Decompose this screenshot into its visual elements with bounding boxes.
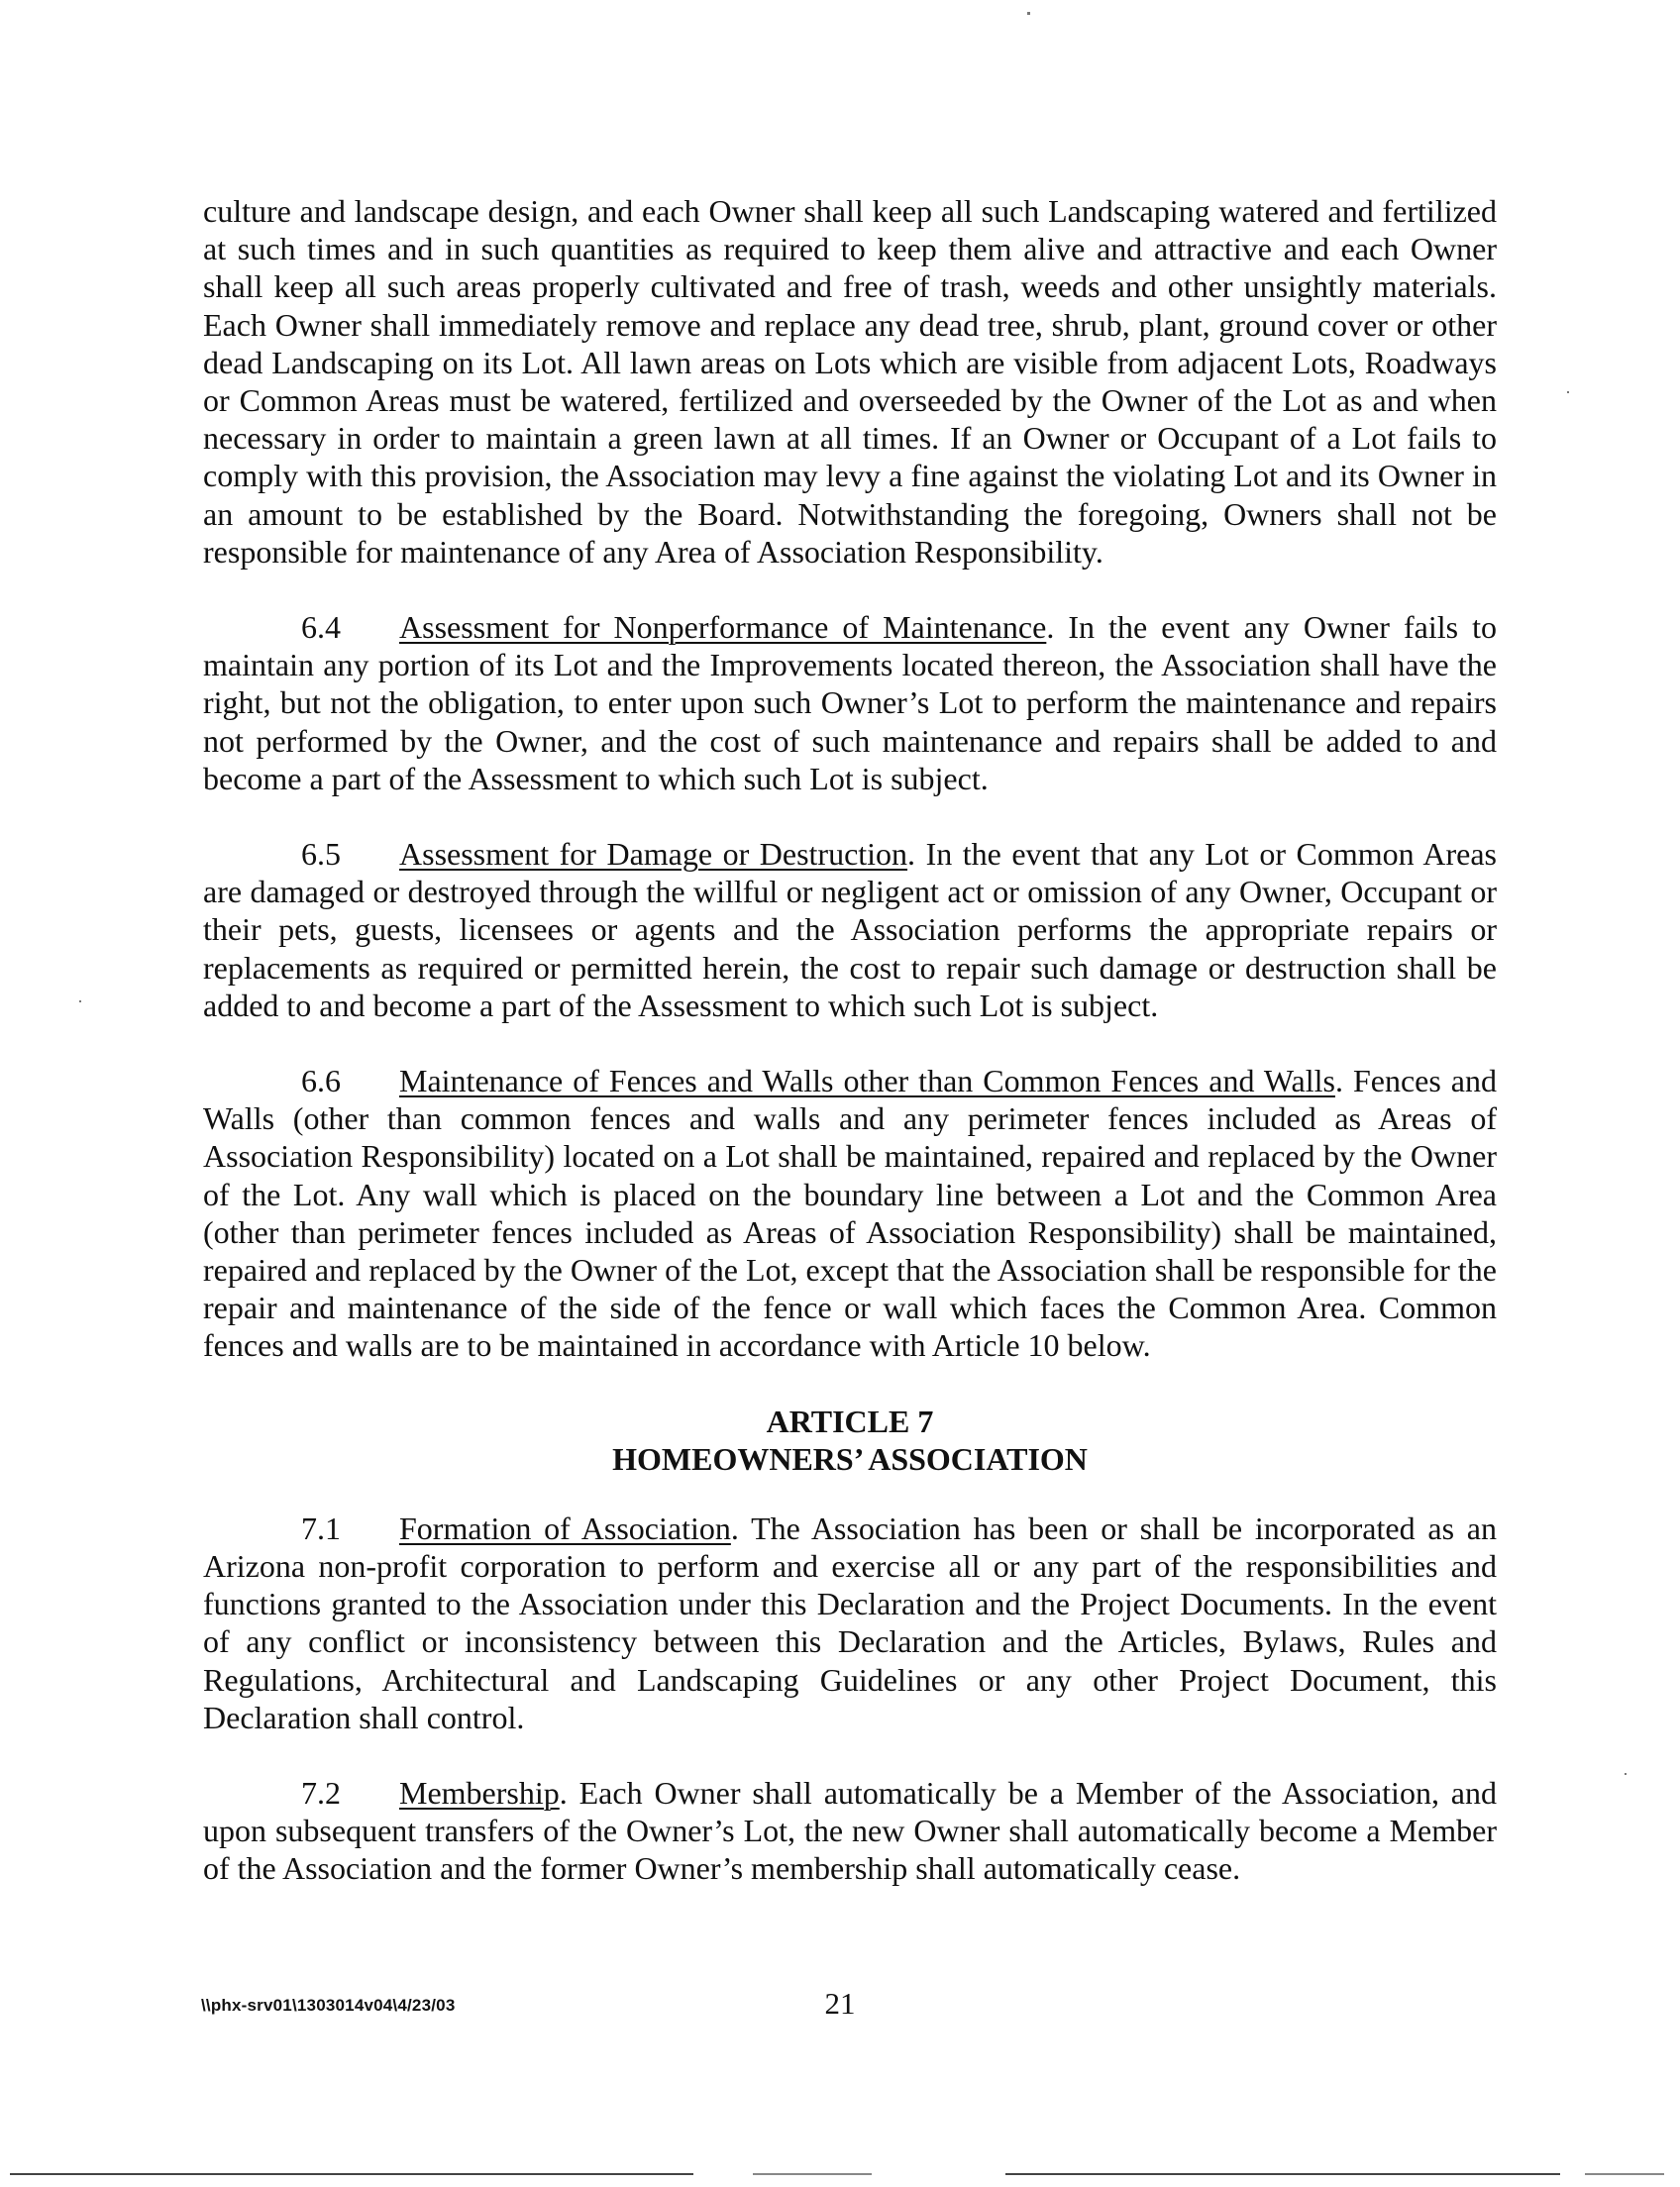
scan-edge-line bbox=[753, 2173, 872, 2175]
opening-paragraph: culture and landscape design, and each Owner shall keep all such Landscaping watered and fertilized at such times and in such quantities as required to keep them alive and attractive and each Owner shall keep all such areas properly cultivated and free of trash, weeds and other unsightly materials. Each Owner shall immediately remove and replace any dead tree, shrub, plant, ground cover or other dead Landscaping on its Lot. All lawn areas on Lots which are visible from adjacent Lots, Roadways or Common Areas must be watered, fertilized and overseeded by the Owner of the Lot as and when necessary in order to maintain a green lawn at all times. If an Owner or Occupant of a Lot fails to comply with this provision, the Association may levy a fine against the violating Lot and its Owner in an amount to be established by the Board. Notwithstanding the foregoing, Owners shall not be responsible for maintenance of any Area of Association Responsibility. bbox=[203, 193, 1497, 570]
scan-edge-line bbox=[10, 2173, 693, 2175]
section-6-6: 6.6 Maintenance of Fences and Walls other than Common Fences and Walls. Fences and Walls (other than common fences and walls and any perimeter fences included as Areas of Association Responsibility) located on a Lot shall be maintained, repaired and replaced by the Owner of the Lot. Any wall which is placed on the boundary line between a Lot and the Common Area (other than perimeter fences included as Areas of Association Responsibility) shall be maintained, repaired and replaced by the Owner of the Lot, except that the Association shall be responsible for the repair and maintenance of the side of the fence or wall which faces the Common Area. Common fences and walls are to be maintained in accordance with Article 10 below. bbox=[203, 1063, 1498, 1364]
scan-speck bbox=[1567, 391, 1569, 393]
section-text: Fences and Walls (other than common fences and walls and any perimeter fences included as Areas of Association Responsibility) located on a Lot shall be maintained, repaired and replaced by the Owner of the Lot. Any wall which is placed on the boundary line between a Lot and the Common Area (other than perimeter fences included as Areas of Association Responsibility) shall be maintained, repaired and replaced by the Owner of the Lot, except that the Association shall be responsible for the repair and maintenance of the side of the fence or wall which faces the Common Area. Common fences and walls are to be maintained in accordance with Article 10 below. bbox=[203, 1063, 1498, 1364]
scan-speck bbox=[1027, 12, 1030, 15]
scan-edge-line bbox=[1005, 2173, 1560, 2175]
section-number: 7.1 bbox=[301, 1510, 341, 1546]
page-number: 21 bbox=[824, 1986, 856, 2021]
section-title: Maintenance of Fences and Walls other than Common Fences and Walls bbox=[399, 1063, 1335, 1099]
section-title: Assessment for Damage or Destruction bbox=[399, 836, 908, 873]
section-text: In the event that any Lot or Common Areas are damaged or destroyed through the willful or negligent act or omission of any Owner, Occupant or their pets, guests, licensees or agents and the Association performs the appropriate repairs or replacements as required or permitted herein, the cost to repair such damage or destruction shall be added to and become a part of the Assessment to which such Lot is subject. bbox=[203, 836, 1497, 1023]
section-text: Each Owner shall automatically be a Member of the Association, and upon subsequent transfers of the Owner’s Lot, the new Owner shall automatically become a Member of the Association and the former Owner’s membership shall automatically cease. bbox=[203, 1774, 1498, 1887]
scan-speck bbox=[1625, 1773, 1627, 1775]
section-number: 6.4 bbox=[301, 609, 341, 646]
section-7-2: 7.2 Membership. Each Owner shall automatically be a Member of the Association, and upon subsequent transfers of the Owner’s Lot, the new Owner shall automatically become a Member of the Association and the former Owner’s membership shall automatically cease. bbox=[203, 1774, 1498, 1887]
document-body bbox=[203, 192, 1497, 1888]
section-text: In the event any Owner fails to maintain any portion of its Lot and the Improvements located thereon, the Association shall have the right, but not the obligation, to enter upon such Owner’s Lot to perform the maintenance and repairs not performed by the Owner, and the cost of such maintenance and repairs shall be added to and become a part of the Assessment to which such Lot is subject. bbox=[203, 609, 1498, 796]
section-title: Assessment for Nonperformance of Maintenance bbox=[399, 609, 1047, 646]
section-title: Membership bbox=[399, 1774, 560, 1811]
footer-document-id: \\phx-srv01\1303014v04\4/23/03 bbox=[201, 1996, 456, 2015]
article-heading: HOMEOWNERS’ ASSOCIATION bbox=[612, 1440, 1088, 1477]
section-title: Formation of Association bbox=[399, 1510, 731, 1546]
section-number: 6.5 bbox=[301, 836, 341, 873]
section-text: The Association has been or shall be incorporated as an Arizona non-profit corporation to perform and exercise all or any part of the responsibilities and functions granted to the Association under this Declaration and the Project Documents. In the event of any conflict or inconsistency between this Declaration and the Articles, Bylaws, Rules and Regulations, Architectural and Landscaping Guidelines or any other Project Document, this Declaration shall control. bbox=[203, 1510, 1498, 1735]
section-6-5: 6.5 Assessment for Damage or Destruction. In the event that any Lot or Common Areas are damaged or destroyed through the willful or negligent act or omission of any Owner, Occupant or their pets, guests, licensees or agents and the Association performs the appropriate repairs or replacements as required or permitted herein, the cost to repair such damage or destruction shall be added to and become a part of the Assessment to which such Lot is subject. bbox=[203, 836, 1497, 1023]
scan-edge-line bbox=[1585, 2173, 1664, 2175]
section-number: 7.2 bbox=[301, 1774, 341, 1811]
section-number: 6.6 bbox=[301, 1063, 341, 1099]
scan-speck bbox=[79, 1000, 81, 1002]
article-number: ARTICLE 7 bbox=[766, 1403, 934, 1439]
section-6-4: 6.4 Assessment for Nonperformance of Maintenance. In the event any Owner fails to maintain any portion of its Lot and the Improvements located thereon, the Association shall have the right, but not the obligation, to enter upon such Owner’s Lot to perform the maintenance and repairs not performed by the Owner, and the cost of such maintenance and repairs shall be added to and become a part of the Assessment to which such Lot is subject. bbox=[203, 609, 1498, 796]
section-7-1: 7.1 Formation of Association. The Association has been or shall be incorporated as an Arizona non-profit corporation to perform and exercise all or any part of the responsibilities and functions granted to the Association under this Declaration and the Project Documents. In the event of any conflict or inconsistency between this Declaration and the Articles, Bylaws, Rules and Regulations, Architectural and Landscaping Guidelines or any other Project Document, this Declaration shall control. bbox=[203, 1510, 1498, 1735]
